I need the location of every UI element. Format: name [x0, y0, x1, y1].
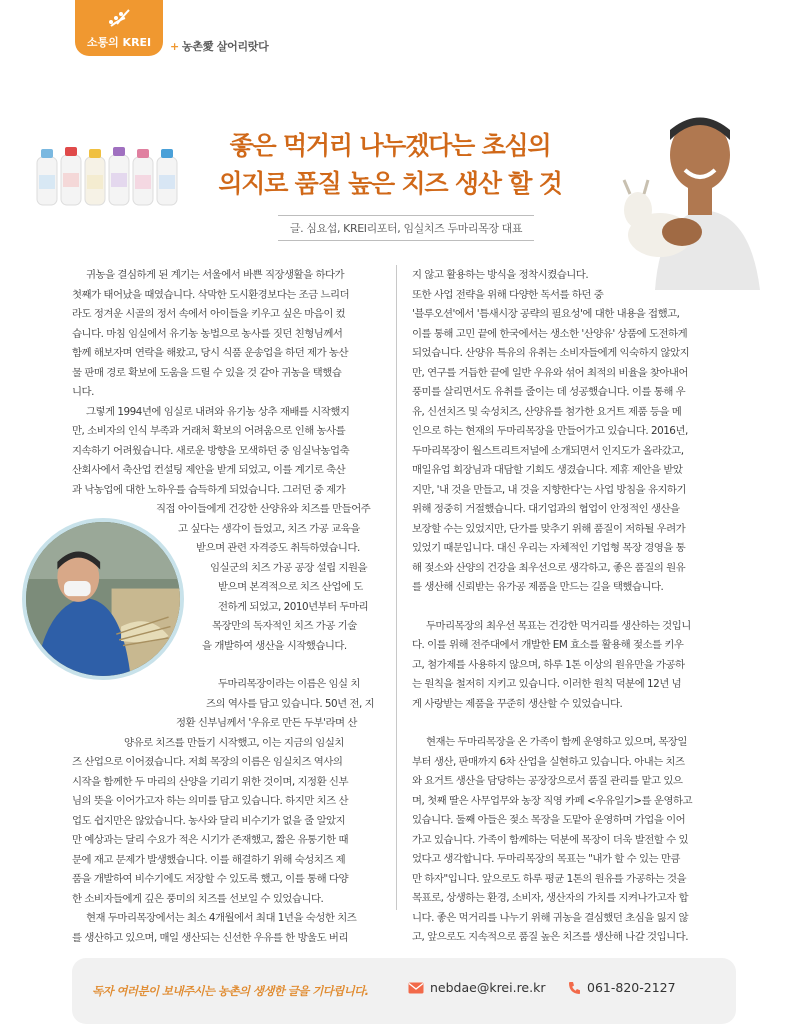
text-line: 첫째가 태어났을 때였습니다. 삭막한 도시환경보다는 조금 느리더	[72, 288, 350, 301]
text-line: 되었습니다. 산양유 특유의 유취는 소비자들에게 익숙하지 않았지	[412, 347, 690, 359]
bottle-1	[37, 149, 57, 205]
text-line: 지속하기 어려웠습니다. 새로운 방향을 모색하던 중 임실낙농업축	[72, 444, 350, 457]
text-line: 고 싶다는 생각이 들었고, 치즈 가공 교육을	[178, 522, 360, 535]
paragraph	[72, 266, 384, 403]
paragraph	[412, 617, 730, 715]
bottle-6	[157, 149, 177, 205]
email-text: nebdae@krei.re.kr	[430, 980, 546, 995]
paragraph	[412, 266, 730, 598]
text-line: 지만, '내 것을 만들고, 내 것을 지향한다'는 사업 방침을 유지하기	[412, 483, 686, 496]
milk-bottles-photo	[35, 145, 180, 207]
contact-phone[interactable]	[568, 980, 676, 995]
text-line: 즈 산업으로 이어졌습니다. 저희 목장의 이름은 임실치즈 역사의	[72, 756, 343, 768]
text-line: 해 젖소와 산양의 건강을 최우선으로 생각하고, 좋은 품질의 원유	[412, 561, 686, 574]
text-line: 매일유업 회장님과 대담할 기회도 생겼습니다. 제휴 제안을 받았	[412, 464, 683, 476]
text-line: 만 하자"입니다. 앞으로도 하루 평균 1톤의 원유를 가공하는 것을	[412, 872, 687, 885]
envelope-icon	[408, 982, 424, 994]
section-tagline	[170, 38, 268, 54]
section-tab	[75, 0, 163, 56]
paragraph	[72, 909, 384, 948]
reader-submission-banner	[72, 958, 736, 1024]
text-line: 목장만의 독자적인 치즈 가공 기술	[212, 620, 357, 632]
text-line: 님의 뜻을 이어가고자 하는 의미를 담고 있습니다. 하지만 치즈 산	[72, 795, 348, 807]
text-line: 만, 연구를 거듭한 끝에 일반 우유와 섞어 최적의 비율을 찾아내어	[412, 366, 688, 379]
text-line: 임실군의 치즈 가공 공장 설립 지원을	[210, 561, 368, 574]
text-line: '블루오션'에서 '틈새시장 공략의 필요성'에 대한 내용을 접했고,	[412, 308, 680, 320]
text-line: 과 낙농업에 대한 노하우를 습득하게 되었습니다. 그러던 중 제가	[72, 483, 346, 496]
text-line: 을 개발하여 생산을 시작했습니다.	[202, 639, 347, 652]
column-divider	[396, 265, 397, 910]
text-line: 즈의 역사를 담고 있습니다. 50년 전, 지	[206, 697, 375, 710]
submission-message: 독자 여러분이 보내주시는 농촌의 생생한 글을 기다립니다.	[92, 984, 369, 998]
text-line: 현재 두마리목장에서는 최소 4개월에서 최대 1년을 숙성한 치즈	[86, 912, 357, 924]
text-line: 풍미를 살리면서도 유취를 줄이는 데 성공했습니다. 이를 통해 우	[412, 386, 686, 398]
text-line: 그렇게 1994년에 임실로 내려와 유기농 상추 재배를 시작했지	[86, 405, 350, 418]
text-line: 현재는 두마리목장을 온 가족이 함께 운영하고 있으며, 목장일	[426, 736, 687, 748]
text-line: 유, 신선치즈 및 숙성치즈, 산양유를 첨가한 요거트 제품 등을 메	[412, 405, 682, 418]
text-line: 문에 재고 문제가 발생했습니다. 이를 해결하기 위해 숙성치즈 제	[72, 853, 346, 866]
text-line: 다. 이를 위해 전주대에서 개발한 EM 효소를 활용해 젖소를 키우	[412, 639, 684, 651]
text-line: 받으며 관련 자격증도 취득하였습니다.	[196, 542, 360, 554]
text-line: 와 요거트 생산을 담당하는 공장장으로서 품질 관리를 맡고 있으	[412, 775, 683, 787]
text-line: 게 사랑받는 제품을 꾸준히 생산할 수 있었습니다.	[412, 697, 623, 710]
byline: 글. 심요섭, KREI리포터, 임실치즈 두마리목장 대표	[289, 222, 523, 235]
headline-line-2: 의지로 품질 높은 치즈 생산 할 것	[218, 169, 562, 198]
farmer-with-goat-photo	[600, 100, 795, 290]
text-line: 귀농을 결심하게 된 계기는 서울에서 바쁜 직장생활을 하다가	[86, 269, 345, 281]
text-line: 만, 소비자의 인식 부족과 거래처 확보의 어려움으로 인해 농사를	[72, 425, 346, 437]
section-tab-label: 소통의 KREI	[86, 36, 152, 49]
text-line: 산회사에서 축산업 컨설팅 제안을 받게 되었고, 이를 계기로 축산	[72, 464, 346, 476]
text-line: 물 판매 경로 확보에 도움을 드릴 수 있을 것 같아 귀농을 택했습	[72, 366, 342, 379]
text-line: 두마리목장의 최우선 목표는 건강한 먹거리를 생산하는 것입니	[426, 619, 691, 632]
text-line: 업도 쉽지만은 않았습니다. 농사와 달리 비수기가 없을 줄 알았지	[72, 814, 346, 827]
text-line: 는 원칙을 철저히 지키고 있습니다. 이러한 원칙 덕분에 12년 넘	[412, 678, 682, 690]
text-line: 만 예상과는 달리 수요가 적은 시기가 존재했고, 짧은 유통기한 때	[72, 834, 348, 846]
text-line: 며, 첫째 딸은 사무업무와 농장 직영 카페 <우유일기>를 운영하고	[412, 794, 693, 807]
tagline-plus: +	[170, 40, 179, 53]
text-line: 목표로, 상생하는 환경, 소비자, 생산자의 가치를 지켜나가고자 합	[412, 892, 688, 904]
paragraph	[72, 675, 384, 909]
paragraph	[412, 733, 730, 948]
text-line: 전하게 되었고, 2010년부터 두마리	[218, 600, 369, 613]
bottle-2	[61, 147, 81, 205]
tagline-text: 농촌愛 살어리랏다	[181, 40, 269, 53]
cheese-making-photo	[22, 518, 184, 680]
phone-icon	[568, 981, 581, 995]
text-line: 를 생산하고 있으며, 매일 생산되는 신선한 우유를 한 방울도 버리	[72, 931, 348, 944]
text-line: 인으로 하는 현재의 두마리목장을 만들어가고 있습니다. 2016년,	[412, 425, 688, 437]
text-line: 품을 개발하여 비수기에도 저장할 수 있도록 했고, 이를 통해 다양	[72, 873, 348, 885]
text-line: 두마리목장이라는 이름은 임실 치	[218, 678, 360, 690]
text-line: 었다고 생각합니다. 두마리목장의 목표는 "내가 할 수 있는 만큼	[412, 853, 680, 865]
text-line: 있었기 때문입니다. 대신 우리는 자체적인 기업형 목장 경영을 통	[412, 542, 686, 554]
text-line: 지 않고 활용하는 방식을 정착시켰습니다.	[412, 269, 589, 281]
text-line: 정환 신부님께서 '우유로 만든 두부'라며 산	[176, 717, 357, 729]
bottle-4	[109, 147, 129, 205]
text-line: 고, 첨가제를 사용하지 않으며, 하루 1톤 이상의 원유만을 가공하	[412, 658, 685, 671]
text-line: 보장할 수는 있었지만, 단가를 맞추기 위해 품질이 저하될 우려가	[412, 522, 686, 535]
text-line: 이를 통해 고민 끝에 한국에서는 생소한 '산양유' 상품에 도전하게	[412, 327, 688, 340]
text-line: 또한 사업 전략을 위해 다양한 독서를 하던 중	[412, 288, 604, 301]
headline-line-1: 좋은 먹거리 나누겠다는 초심의	[229, 131, 551, 160]
article-column-right	[412, 266, 730, 948]
contact-email[interactable]	[408, 980, 545, 995]
byline-top-rule	[278, 215, 534, 216]
phone-text: 061-820-2127	[587, 980, 676, 995]
text-line: 함께 해보자며 연락을 해왔고, 당시 식품 운송업을 하던 제가 농산	[72, 347, 348, 359]
krei-leaf-logo-icon	[105, 6, 131, 28]
text-line: 직접 아이들에게 건강한 산양유와 치즈를 만들어주	[156, 503, 371, 515]
bottle-5	[133, 149, 153, 205]
text-line: 부터 생산, 판매까지 6차 산업을 실현하고 있습니다. 아내는 치즈	[412, 755, 685, 768]
text-line: 고, 앞으로도 지속적으로 품질 높은 치즈를 생산해 나갈 것입니다.	[412, 931, 688, 943]
byline-bottom-rule	[278, 240, 534, 241]
text-line: 위해 정중히 거절했습니다. 대기업과의 협업이 안정적인 생산을	[412, 503, 680, 515]
text-line: 니다.	[72, 386, 94, 398]
text-line: 니다. 좋은 먹거리를 나누기 위해 귀농을 결심했던 초심을 잃지 않	[412, 911, 688, 924]
text-line: 를 생산해 신뢰받는 유가공 제품을 만드는 길을 택했습니다.	[412, 581, 664, 593]
text-line: 두마리목장이 월스트리트저널에 소개되면서 인지도가 올라갔고,	[412, 444, 684, 457]
page-title	[180, 127, 600, 203]
bottle-3	[85, 149, 105, 205]
text-line: 한 소비자들에게 깊은 풍미의 치즈를 선보일 수 있었습니다.	[72, 892, 324, 905]
text-line: 시작을 함께한 두 마리의 산양을 기리기 위한 것이며, 지정환 신부	[72, 775, 348, 788]
text-line: 습니다. 마침 임실에서 유기농 농법으로 농사를 짓던 친형님께서	[72, 327, 343, 340]
text-line: 가고 있습니다. 가족이 함께하는 덕분에 목장이 더욱 발전할 수 있	[412, 833, 688, 846]
text-line: 있습니다. 둘째 아들은 젖소 목장을 도맡아 운영하며 가업을 이어	[412, 814, 686, 826]
text-line: 양유로 치즈를 만들기 시작했고, 이는 지금의 임실치	[124, 736, 344, 749]
text-line: 라도 정겨운 시골의 정서 속에서 아이들을 키우고 싶은 마음이 컸	[72, 308, 346, 320]
text-line: 받으며 본격적으로 치즈 산업에 도	[218, 581, 363, 593]
